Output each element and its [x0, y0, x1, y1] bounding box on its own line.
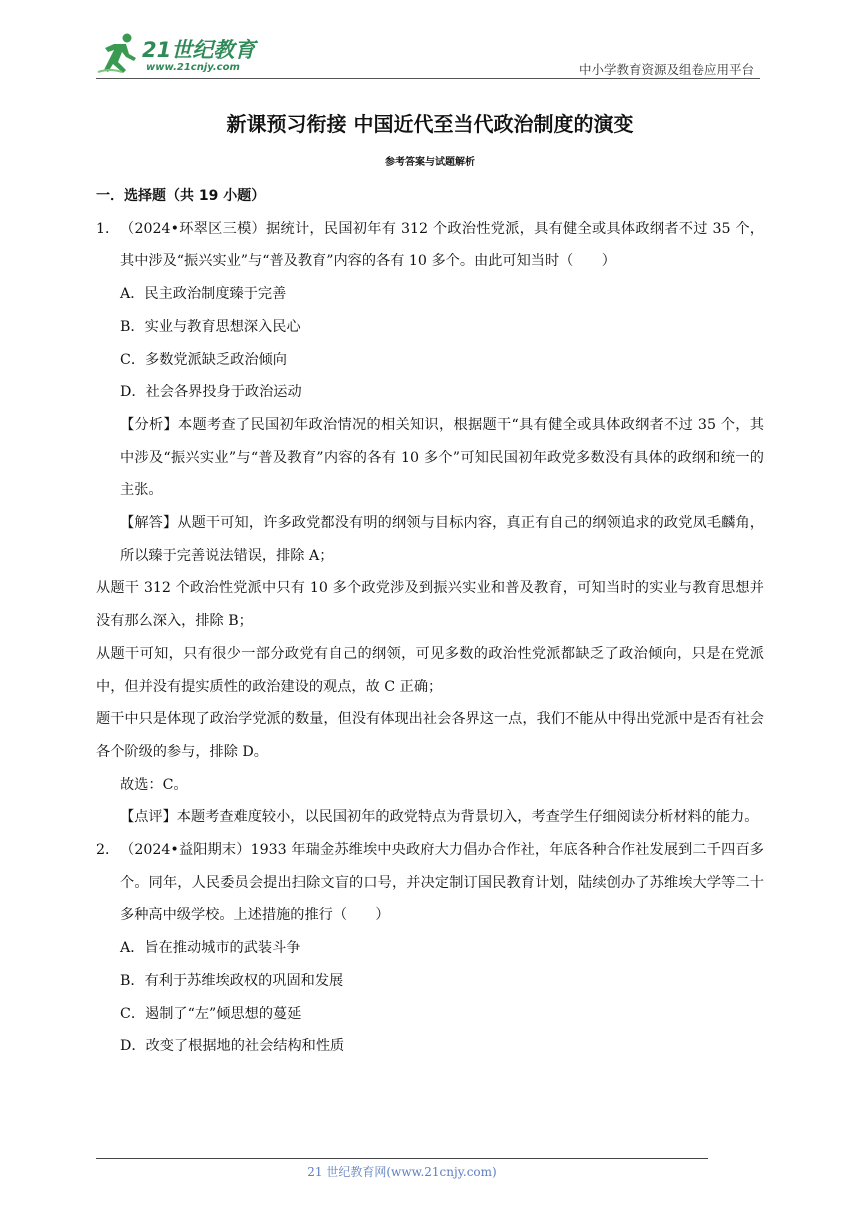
answer-line: 从题干 312 个政治性党派中只有 10 多个政党涉及到振兴实业和普及教育，可知当时的实业与教育思想并没有那么深入，排除 B； — [96, 580, 764, 630]
site-logo[interactable] — [96, 32, 296, 76]
option-c: C．遏制了“左”倾思想的蔓延 — [120, 1005, 302, 1022]
option-b: B．有利于苏维埃政权的巩固和发展 — [120, 972, 344, 989]
option-c: C．多数党派缺乏政治倾向 — [120, 351, 287, 368]
footer-link[interactable]: 21 世纪教育网(www.21cnjy.com) — [307, 1165, 497, 1179]
comment-paragraph: 【点评】本题考查难度较小，以民国初年的政党特点为背景切入，考查学生仔细阅读分析材料的能力。 — [120, 809, 759, 826]
question-2 — [96, 834, 764, 1063]
option-a: A．旨在推动城市的武装斗争 — [120, 940, 301, 957]
analysis-paragraph: 【分析】本题考查了民国初年政治情况的相关知识，根据题干“具有健全或具体政纲者不过 35 个，其中涉及“振兴实业”与“普及教育”内容的各有 10 多个”可知民国初年政党多数没有具体的政纲和统一的主张。 — [120, 416, 764, 499]
answer-paragraph: 【解答】从题干可知，许多政党都没有明的纲领与目标内容，真正有自己的纲领追求的政党凤毛麟角，所以臻于完善说法错误，排除 A； — [120, 515, 764, 564]
document-subtitle: 参考答案与试题解析 — [385, 157, 475, 168]
answer-choice: 故选：C。 — [120, 776, 188, 793]
section-heading: 一．选择题（共 19 小题） — [96, 188, 266, 204]
footer-divider — [96, 1158, 708, 1159]
document-title: 新课预习衔接 中国近代至当代政治制度的演变 — [226, 112, 634, 136]
question-stem — [96, 213, 764, 278]
answer-line: 题干中只是体现了政治学党派的数量，但没有体现出社会各界这一点，我们不能从中得出党派中是否有社会各个阶级的参与，排除 D。 — [96, 711, 764, 760]
question-text: （2024•环翠区三模）据统计，民国初年有 312 个政治性党派，具有健全或具体政纲者不过 35 个，其中涉及“振兴实业”与“普及教育”内容的各有 10 多个。由此可知当时（ ） — [120, 220, 764, 270]
document-body — [96, 180, 764, 1063]
logo-url: www.21cnjy.com — [146, 62, 240, 73]
header-divider — [96, 78, 760, 79]
option-d: D．改变了根据地的社会结构和性质 — [120, 1038, 345, 1055]
answer-line: 从题干可知，只有很少一部分政党有自己的纲领，可见多数的政治性党派都缺乏了政治倾向，只是在党派中，但并没有提实质性的政治建设的观点，故 C 正确； — [96, 645, 764, 695]
question-number: 1． — [96, 220, 120, 237]
platform-name: 中小学教育资源及组卷应用平台 — [578, 62, 754, 77]
option-b: B．实业与教育思想深入民心 — [120, 318, 301, 335]
question-number: 2． — [96, 842, 120, 859]
question-stem — [96, 834, 764, 932]
running-figure-icon — [96, 32, 142, 76]
option-a: A．民主政治制度臻于完善 — [120, 286, 287, 303]
logo-text: 21世纪教育 — [142, 38, 256, 62]
question-1 — [96, 213, 764, 834]
option-d: D．社会各界投身于政治运动 — [120, 384, 302, 401]
question-text: （2024•益阳期末）1933 年瑞金苏维埃中央政府大力倡办合作社，年底各种合作社发展到二千四百多个。同年，人民委员会提出扫除文盲的口号，并决定制订国民教育计划，陆续创办了苏维埃大学等二十多种高中级学校。上述措施的推行（ ） — [120, 842, 764, 924]
page-header — [96, 30, 760, 80]
